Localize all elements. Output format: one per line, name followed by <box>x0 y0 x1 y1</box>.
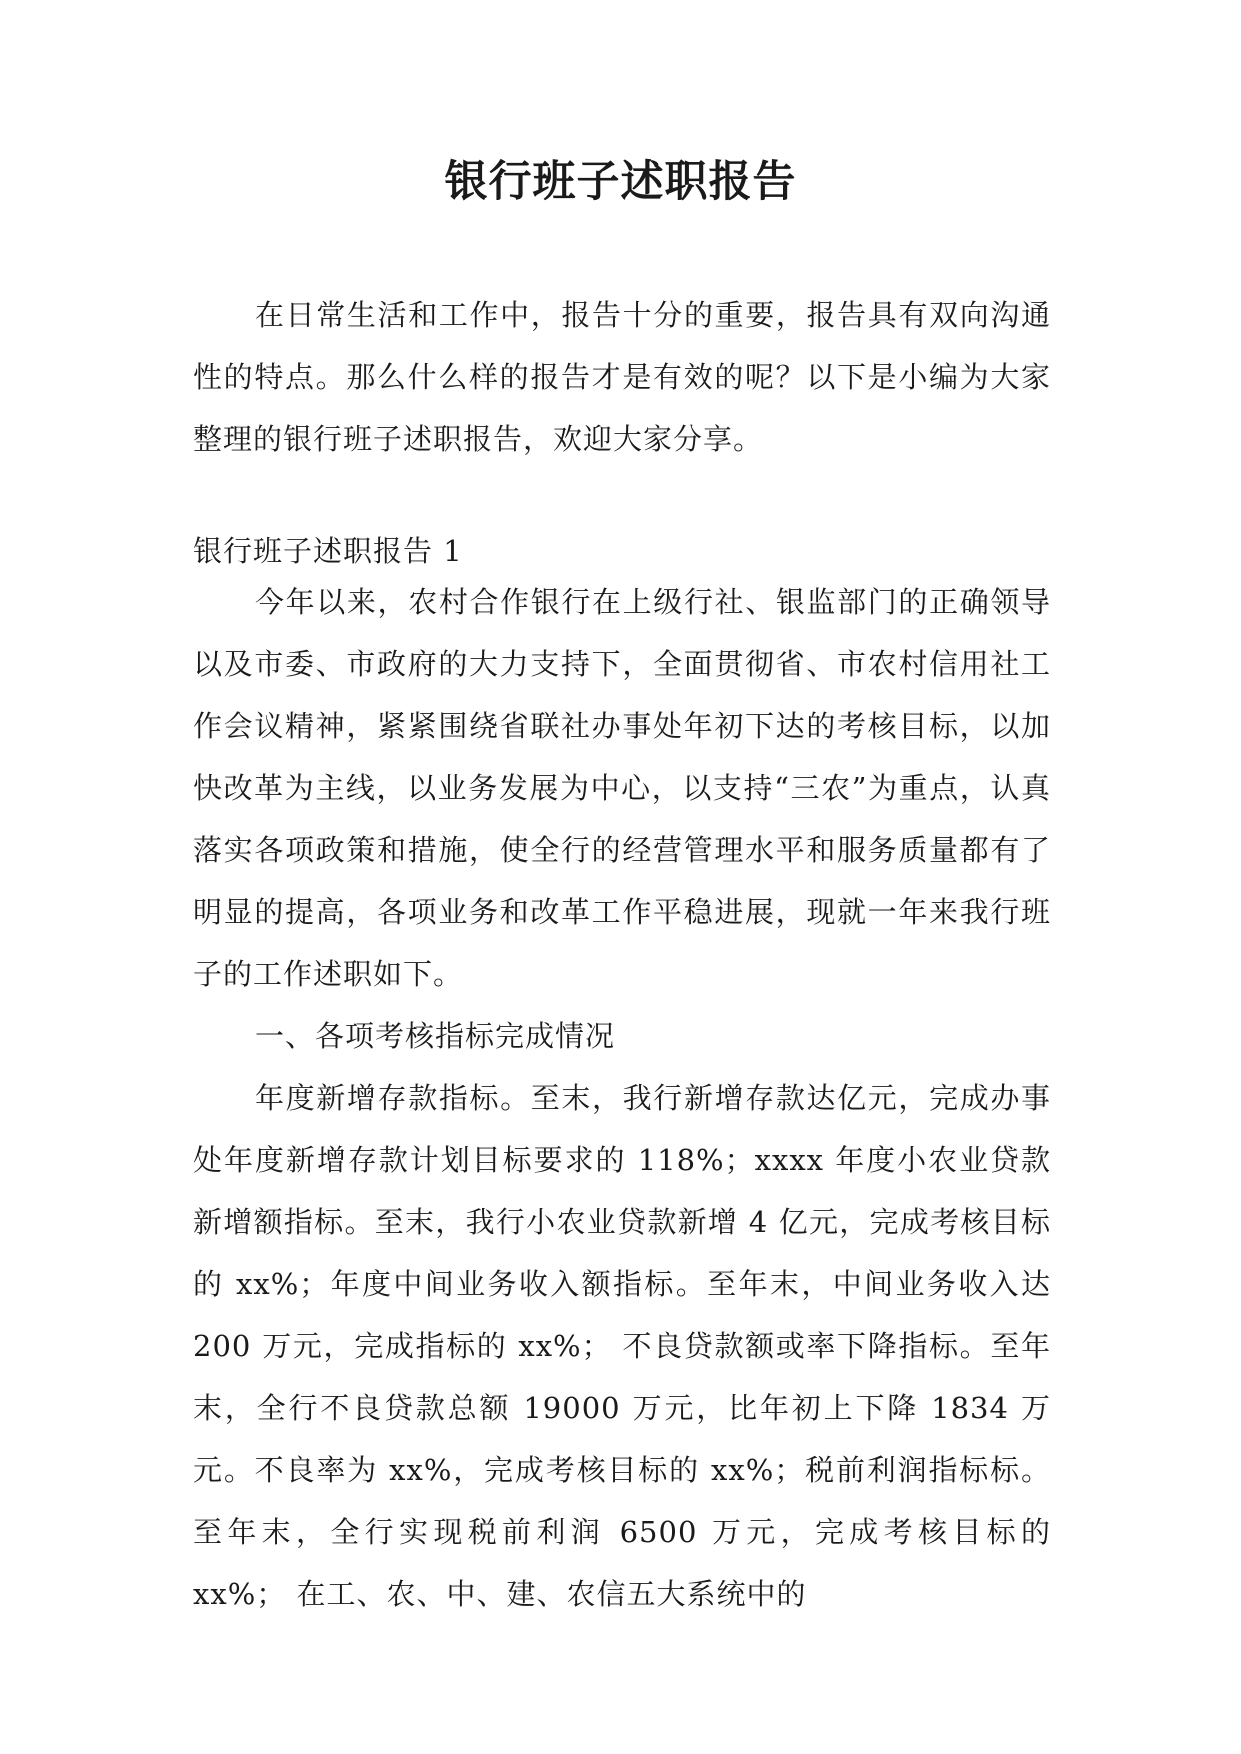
intro-paragraph: 在日常生活和工作中，报告十分的重要，报告具有双向沟通性的特点。那么什么样的报告才是有效的呢？以下是小编为大家整理的银行班子述职报告，欢迎大家分享。 <box>193 298 1051 456</box>
section-body <box>193 571 1051 1625</box>
body-paragraph: 今年以来，农村合作银行在上级行社、银监部门的正确领导以及市委、市政府的大力支持下，全面贯彻省、市农村信用社工作会议精神，紧紧围绕省联社办事处年初下达的考核目标，以加快改革为主线，以业务发展为中心，以支持“三农”为重点，认真落实各项政策和措施，使全行的经营管理水平和服务质量都有了明显的提高，各项业务和改革工作平稳进展，现就一年来我行班子的工作述职如下。 <box>193 585 1051 991</box>
body-subheading: 一、各项考核指标完成情况 <box>255 1019 616 1053</box>
section-heading: 银行班子述职报告 1 <box>193 534 463 568</box>
body-paragraph: 年度新增存款指标。至末，我行新增存款达亿元，完成办事处年度新增存款计划目标要求的 118%；xxxx 年度小农业贷款新增额指标。至末，我行小农业贷款新增 4 亿元，完成考核目标的 xx%；年度中间业务收入额指标。至年末，中间业务收入达 200 万元，完成指标的 xx%； 不良贷款额或率下降指标。至年末，全行不良贷款总额 19000 万元，比年初上下降 1834 万元。不良率为 xx%，完成考核目标的 xx%；税前利润指标标。至年末，全行实现税前利润 6500 万元，完成考核目标的 xx%； 在工、农、中、建、农信五大系统中的 <box>193 1081 1051 1611</box>
document-title: 银行班子述职报告 <box>444 157 797 207</box>
